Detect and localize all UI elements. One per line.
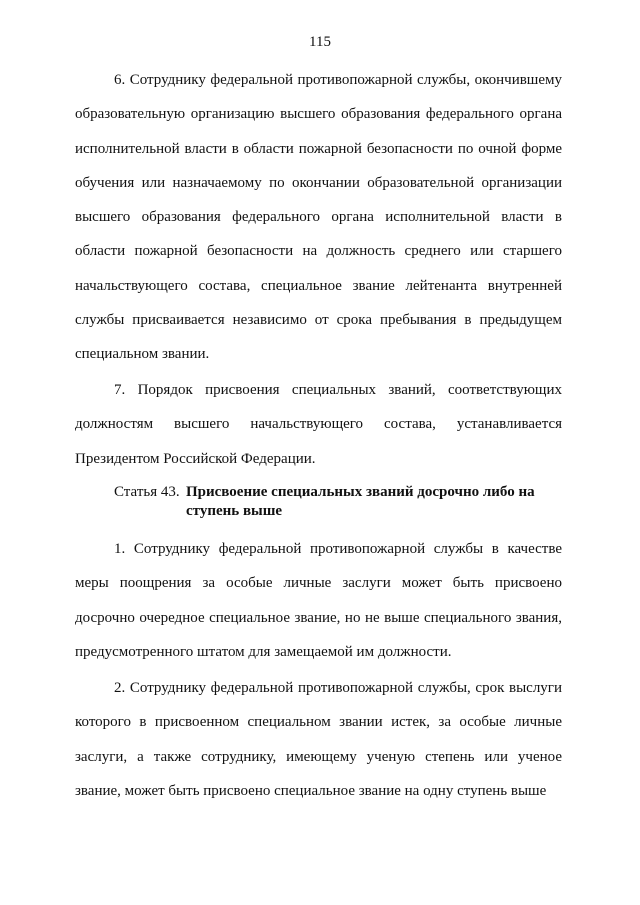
paragraph-6: 6. Сотруднику федеральной противопожарной службы, окончившему образовательную организацию высшего образования федерального органа исполнительной власти в области пожарной безопасности по очной форме обучения или назначаемому по окончании образовательной организации высшего образования федерального органа исполнительной власти в области пожарной безопасности на должность среднего или старшего начальствующего состава, специальное звание лейтенанта внутренней службы присваивается независимо от срока пребывания в предыдущем специальном звании.: [75, 72, 562, 363]
article-paragraph-1: 1. Сотруднику федеральной противопожарной службы в качестве меры поощрения за особые личные заслуги может быть присвоено досрочно очередное специальное звание, но не выше специального звания, предусмотренного штатом для замещаемой им должности.: [75, 541, 562, 660]
article-heading: [114, 483, 564, 521]
paragraph-7: 7. Порядок присвоения специальных званий, соответствующих должностям высшего начальствующего состава, устанавливается Президентом Российской Федерации.: [75, 382, 562, 467]
article-number: Статья 43.: [114, 484, 180, 500]
article-title: Присвоение специальных званий досрочно либо на ступень выше: [186, 484, 535, 519]
page-number: 115: [309, 34, 331, 50]
article-paragraph-2: 2. Сотруднику федеральной противопожарной службы, срок выслуги которого в присвоенном специальном звании истек, за особые личные заслуги, а также сотруднику, имеющему ученую степень или ученое звание, может быть присвоено специальное звание на одну ступень выше: [75, 680, 562, 799]
